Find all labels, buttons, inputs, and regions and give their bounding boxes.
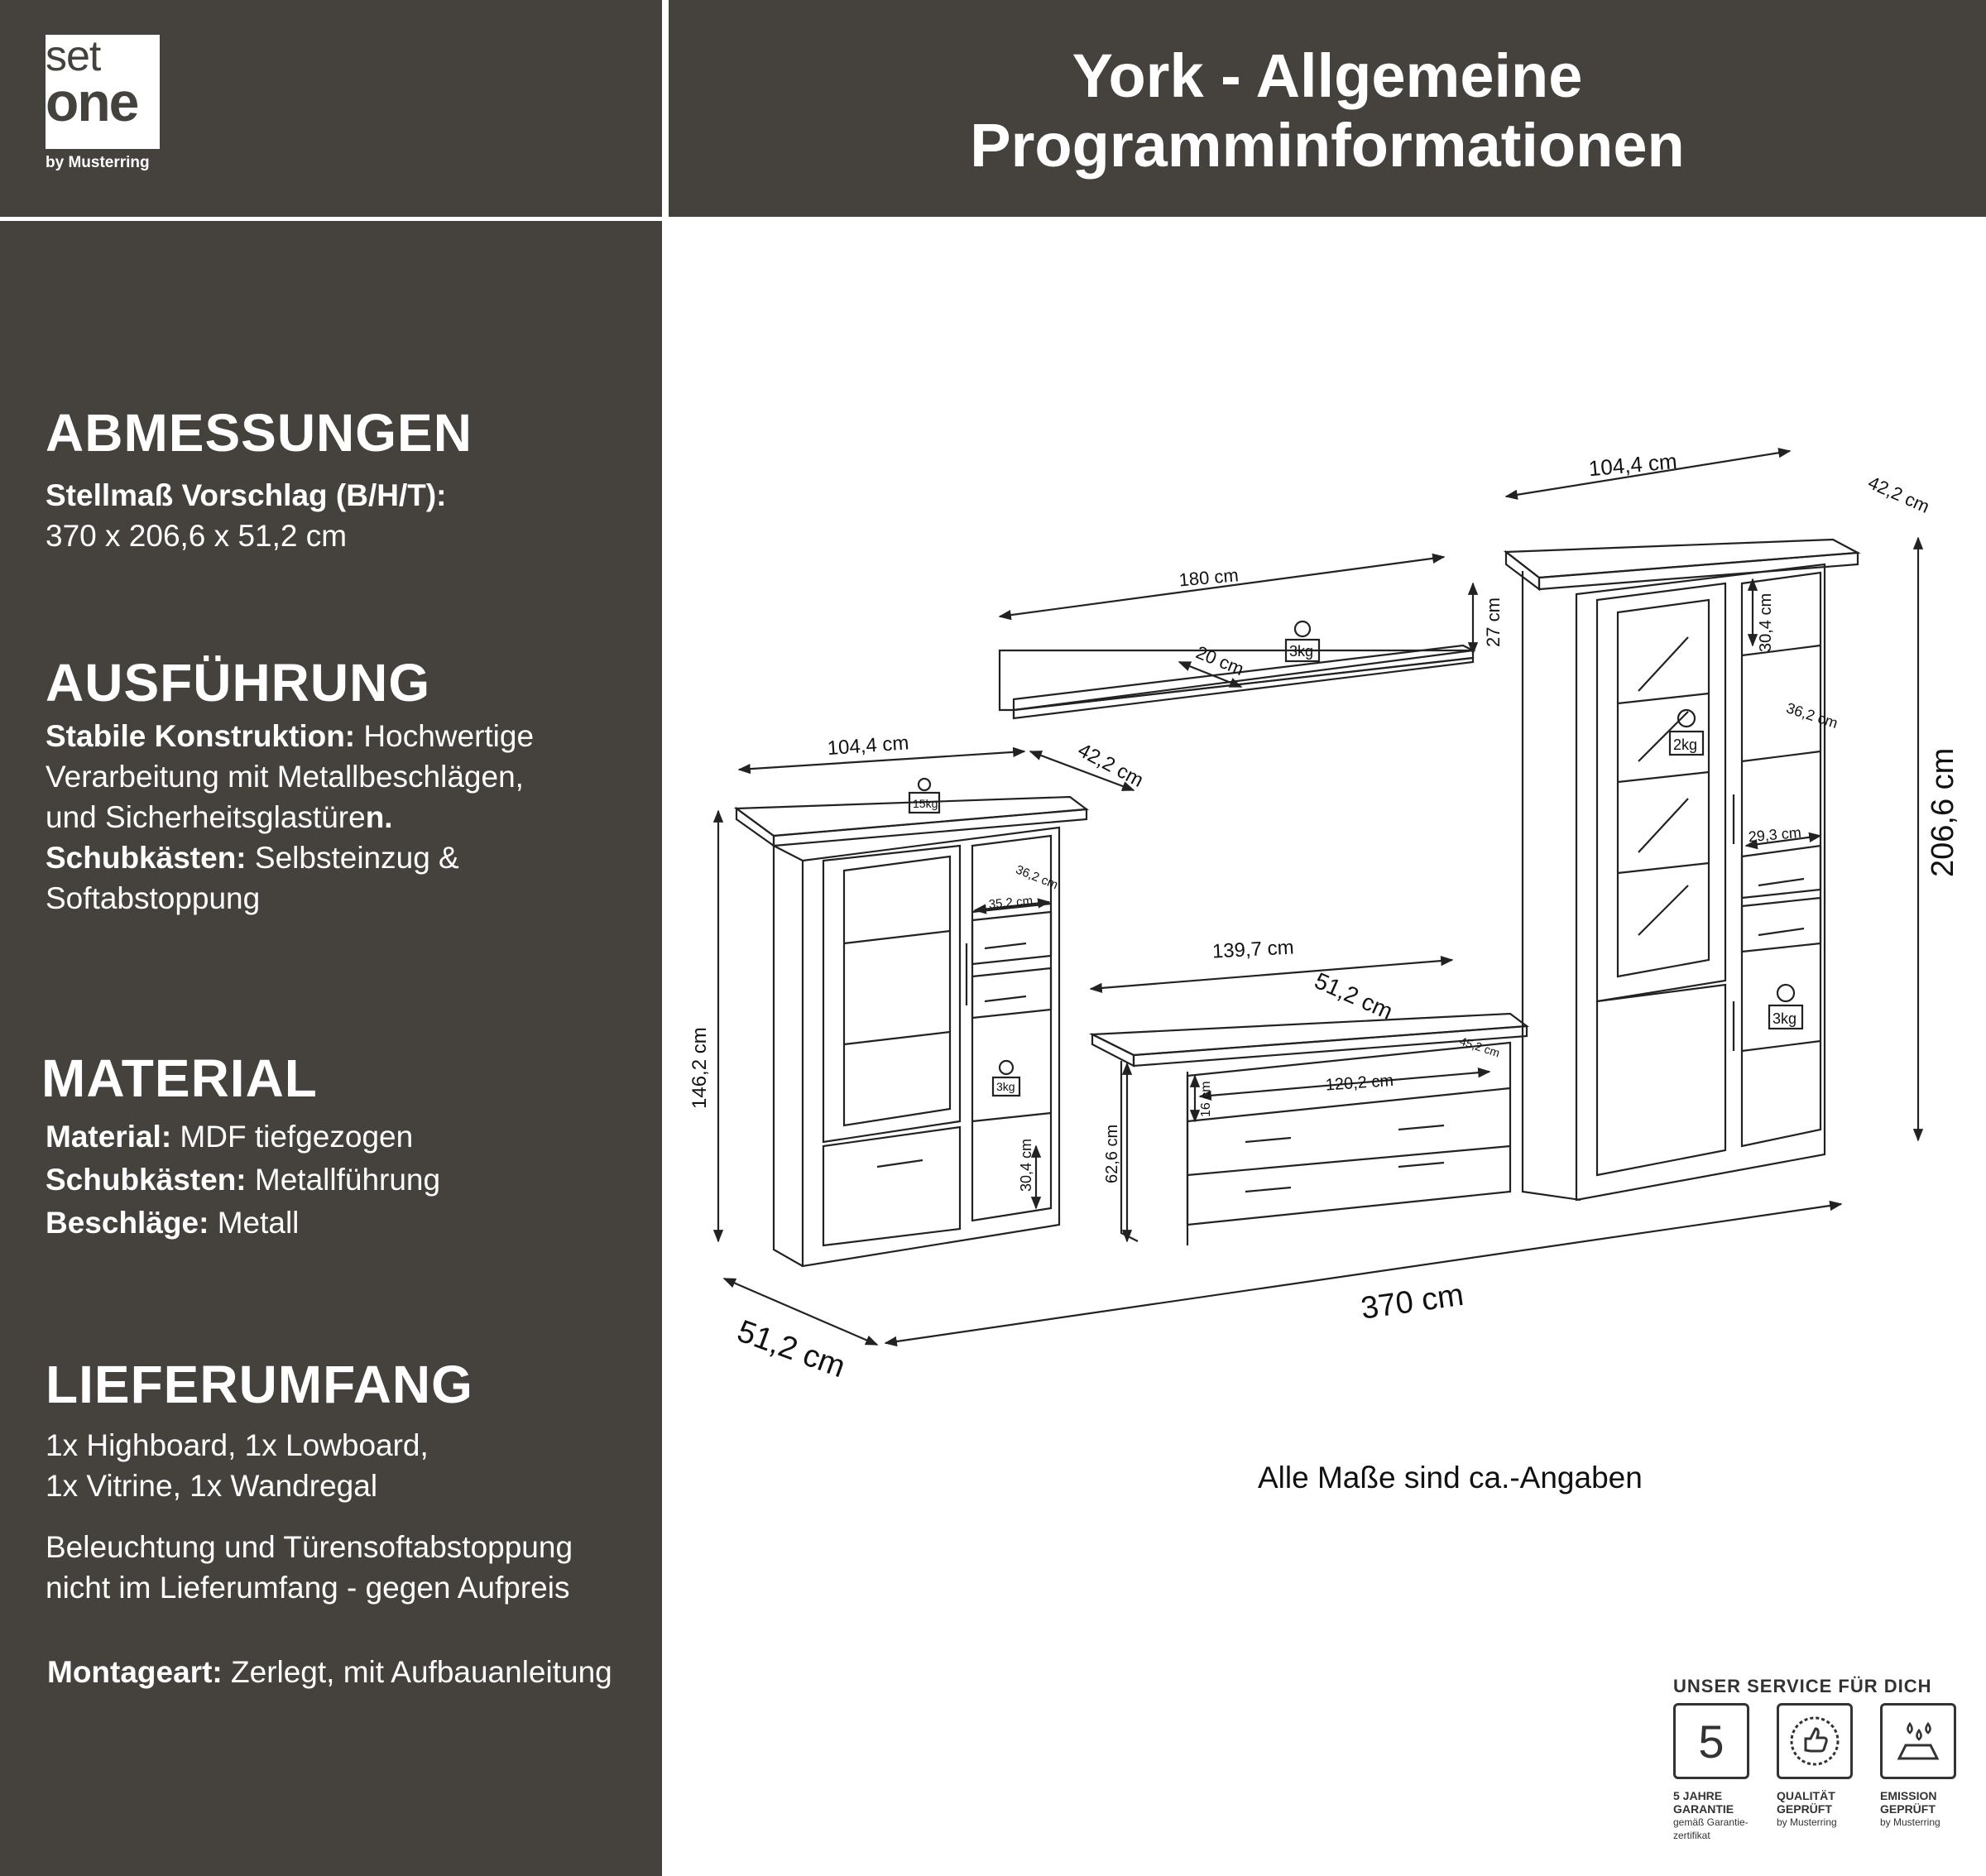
beschlaege-label: Beschläge: [46, 1206, 209, 1240]
label-vitrine-inner-depth: 36,2 cm [1784, 699, 1840, 732]
measurement-note: Alle Maße sind ca.-Angaben [1258, 1461, 1643, 1495]
service-qualitaet-line1: QUALITÄT [1777, 1789, 1835, 1802]
konstruktion-text1: Hochwertige [355, 719, 535, 753]
service-emission-line2: GEPRÜFT [1880, 1802, 1936, 1816]
label-total-height: 206,6 cm [1926, 747, 1960, 877]
emission-drops-icon [1889, 1712, 1947, 1770]
label-vitrine-shelf-height: 30,4 cm [1757, 593, 1775, 652]
shelf-load-hook [1295, 621, 1310, 636]
seal-icon [1786, 1712, 1844, 1770]
service-emission-line1: EMISSION [1880, 1789, 1937, 1802]
service-garantie-line1: 5 JAHRE [1673, 1789, 1723, 1802]
label-highboard-inner-width: 35,2 cm [988, 894, 1034, 912]
label-shelf-width: 180 cm [1178, 564, 1240, 591]
abmessungen-text [46, 475, 447, 556]
lieferumfang-line2: 1x Vitrine, 1x Wandregal [46, 1469, 378, 1503]
five-icon: 5 [1673, 1703, 1749, 1779]
label-highboard-inner-depth: 36,2 cm [1013, 862, 1060, 893]
label-total-width: 370 cm [1359, 1277, 1466, 1327]
schub-text1: Selbsteinzug & [246, 841, 459, 875]
lieferumfang-note [46, 1527, 573, 1608]
heading-ausfuehrung: AUSFÜHRUNG [46, 653, 431, 712]
thumbs-up-icon [1777, 1703, 1853, 1779]
logo-text-one: one [46, 71, 138, 132]
service-emission-sub: by Musterring [1880, 1816, 1940, 1828]
label-lowboard-height: 62,6 cm [1103, 1124, 1121, 1183]
label-lowboard-width: 139,7 cm [1211, 936, 1295, 963]
label-lowboard-depth: 51,2 cm [1311, 967, 1397, 1024]
material-value: MDF tiefgezogen [171, 1120, 414, 1154]
label-lowboard-drawer-height: 16 cm [1199, 1081, 1213, 1117]
label-highboard-depth: 42,2 cm [1074, 738, 1148, 792]
dim-line-lowboard-width [1091, 960, 1452, 989]
highboard-shelf-hook [1000, 1061, 1013, 1074]
service-label-emission [1880, 1789, 1986, 1829]
schub-text2: Softabstoppung [46, 881, 261, 915]
service-qualitaet-sub: by Musterring [1777, 1816, 1837, 1828]
label-vitrine-load-shelf: 3kg [1773, 1010, 1797, 1027]
service-label-garantie [1673, 1789, 1781, 1842]
schub-label: Schubkästen: [46, 841, 247, 875]
service-label-qualitaet [1777, 1789, 1884, 1829]
lowboard [1092, 1014, 1527, 1245]
highboard [736, 797, 1087, 1266]
konstruktion-text2: Verarbeitung mit Metallbeschlägen, [46, 760, 524, 794]
heading-lieferumfang: LIEFERUMFANG [46, 1355, 473, 1414]
ausfuehrung-text [46, 716, 534, 919]
lieferumfang-line4: nicht im Lieferumfang - gegen Aufpreis [46, 1571, 570, 1605]
konstruktion-text3a: und Sicherheitsglastüre [46, 800, 366, 834]
divider-vertical [662, 0, 669, 217]
label-total-depth: 51,2 cm [732, 1313, 850, 1385]
brand-logo [46, 32, 160, 149]
abmessungen-label: Stellmaß Vorschlag (B/H/T): [46, 478, 447, 512]
label-lowboard-inner-width: 120,2 cm [1325, 1071, 1394, 1095]
page-title-line1: York - Allgemeine [1072, 41, 1583, 110]
divider-horizontal [0, 217, 662, 221]
montage-value: Zerlegt, mit Aufbauanleitung [222, 1655, 612, 1689]
highboard-load-hook [919, 779, 930, 790]
lieferumfang-line1: 1x Highboard, 1x Lowboard, [46, 1428, 429, 1462]
label-shelf-load: 3kg [1289, 643, 1314, 660]
label-lowboard-inner-depth: 45,2 cm [1458, 1034, 1502, 1060]
vitrine [1506, 540, 1858, 1200]
label-highboard-load-shelf: 3kg [996, 1080, 1015, 1093]
page-title-line2: Programminformationen [970, 111, 1685, 180]
konstruktion-text3b: n. [365, 800, 393, 834]
material-schub-label: Schubkästen: [46, 1163, 247, 1197]
label-vitrine-inner-width: 29,3 cm [1747, 823, 1802, 846]
label-highboard-height: 146,2 cm [688, 1027, 711, 1109]
label-vitrine-load-glass: 2kg [1673, 736, 1698, 753]
konstruktion-label: Stabile Konstruktion: [46, 719, 356, 753]
heading-abmessungen: ABMESSUNGEN [46, 403, 473, 463]
label-highboard-shelf-height: 30,4 cm [1018, 1138, 1034, 1192]
furniture-drawing [669, 221, 1986, 1876]
beschlaege-value: Metall [209, 1206, 300, 1240]
label-shelf-depth: 20 cm [1192, 641, 1247, 680]
montage-label: Montageart: [47, 1655, 223, 1689]
lieferumfang-line3: Beleuchtung und Türensoftabstoppung [46, 1530, 573, 1564]
heading-material: MATERIAL [41, 1048, 318, 1108]
label-shelf-height: 27 cm [1483, 597, 1504, 647]
vitrine-shelf-hook [1777, 985, 1794, 1001]
service-garantie-line2: GARANTIE [1673, 1802, 1734, 1816]
material-text [46, 1116, 440, 1245]
logo-text-set: set [46, 32, 101, 80]
logo-byline: by Musterring [46, 154, 150, 171]
abmessungen-value: 370 x 206,6 x 51,2 cm [46, 519, 348, 553]
service-garantie-sub: gemäß Garantie-zertifikat [1673, 1816, 1749, 1841]
page-title [669, 41, 1986, 180]
label-highboard-width: 104,4 cm [826, 732, 910, 760]
label-vitrine-depth: 42,2 cm [1864, 472, 1933, 517]
lieferumfang-list [46, 1425, 429, 1506]
montage-text [47, 1652, 612, 1692]
emission-icon [1880, 1703, 1956, 1779]
service-title: UNSER SERVICE FÜR DICH [1673, 1676, 1932, 1696]
service-qualitaet-line2: GEPRÜFT [1777, 1802, 1832, 1816]
label-highboard-load-top: 15kg [913, 797, 938, 810]
material-label: Material: [46, 1120, 172, 1154]
label-vitrine-width: 104,4 cm [1587, 448, 1678, 482]
material-schub-value: Metallführung [246, 1163, 441, 1197]
